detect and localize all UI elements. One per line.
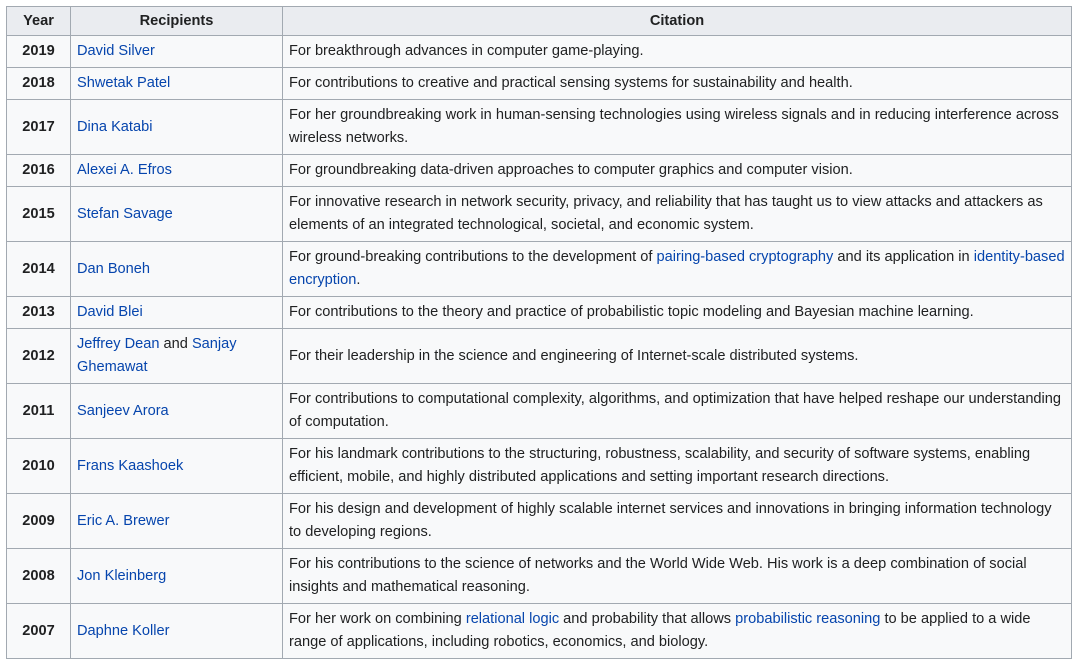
citation-text: For his landmark contributions to the structuring, robustness, scalability, and security of software systems, enabling efficient, mobile, and highly distributed applications and setting important research directions. [289, 446, 1031, 485]
year-cell: 2016 [7, 155, 71, 187]
recipient-link[interactable]: Stefan Savage [77, 205, 173, 222]
citation-text: and its application in [833, 249, 974, 265]
recipients-column-header: Recipients [71, 7, 283, 36]
recipient-link[interactable]: Frans Kaashoek [77, 457, 184, 474]
citation-text: For contributions to creative and practical sensing systems for sustainability and health. [289, 75, 853, 91]
citation-cell [283, 384, 1072, 439]
table-row [7, 494, 1072, 549]
citation-text: For groundbreaking data-driven approaches to computer graphics and computer vision. [289, 162, 853, 178]
citation-text: For their leadership in the science and engineering of Internet-scale distributed systems. [289, 347, 859, 364]
table-row [7, 155, 1072, 187]
recipient-link[interactable]: Sanjeev Arora [77, 402, 169, 419]
table-row [7, 297, 1072, 329]
citation-text: . [356, 272, 361, 288]
citation-cell [283, 439, 1072, 494]
citation-cell [283, 242, 1072, 297]
citation-text: For his contributions to the science of networks and the World Wide Web. His work is a deep combination of social insights and mathematical reasoning. [289, 556, 1027, 595]
recipients-cell [71, 155, 283, 187]
recipient-link[interactable]: Jeffrey Dean [77, 336, 160, 352]
recipient-link[interactable]: David Silver [77, 43, 155, 59]
recipients-cell [71, 549, 283, 604]
table-row [7, 439, 1072, 494]
year-cell: 2014 [7, 242, 71, 297]
table-row [7, 549, 1072, 604]
citation-text: For ground-breaking contributions to the development of [289, 249, 657, 265]
year-column-header: Year [7, 7, 71, 36]
citation-text: For her work on combining [289, 611, 466, 627]
table-row [7, 187, 1072, 242]
year-cell: 2013 [7, 297, 71, 329]
recipient-link[interactable]: Sanjay Ghemawat [77, 336, 237, 375]
table-row [7, 329, 1072, 384]
recipients-cell [71, 384, 283, 439]
table-row [7, 604, 1072, 659]
citation-link[interactable]: pairing-based cryptography [656, 249, 834, 265]
table-body [7, 36, 1072, 659]
citation-link[interactable]: probabilistic reasoning [735, 611, 881, 627]
table-row [7, 100, 1072, 155]
citation-cell [283, 68, 1072, 100]
year-cell: 2008 [7, 549, 71, 604]
citation-link[interactable]: identity-based encryption [289, 249, 1065, 288]
recipient-link[interactable]: Eric A. Brewer [77, 512, 170, 529]
recipients-cell [71, 494, 283, 549]
citation-cell [283, 187, 1072, 242]
table-row [7, 36, 1072, 68]
citation-cell [283, 100, 1072, 155]
citation-cell [283, 604, 1072, 659]
awards-table [6, 6, 1072, 659]
year-cell: 2010 [7, 439, 71, 494]
citation-cell [283, 329, 1072, 384]
table-row [7, 242, 1072, 297]
citation-cell [283, 155, 1072, 187]
recipient-link[interactable]: Shwetak Patel [77, 75, 171, 91]
citation-text: For his design and development of highly scalable internet services and innovations in bringing information technology to developing regions. [289, 501, 1052, 540]
recipient-link[interactable]: Dina Katabi [77, 118, 153, 135]
table-row [7, 384, 1072, 439]
year-cell: 2009 [7, 494, 71, 549]
recipients-cell [71, 604, 283, 659]
recipient-link[interactable]: Dan Boneh [77, 260, 151, 277]
recipients-cell [71, 36, 283, 68]
year-cell: 2019 [7, 36, 71, 68]
recipient-link[interactable]: Jon Kleinberg [77, 567, 167, 584]
year-cell: 2007 [7, 604, 71, 659]
recipient-link[interactable]: Daphne Koller [77, 622, 170, 639]
recipients-cell [71, 439, 283, 494]
citation-link[interactable]: relational logic [465, 611, 560, 627]
recipient-text: and [159, 336, 192, 352]
citation-text: For contributions to computational complexity, algorithms, and optimization that have helped reshape our understanding of computation. [289, 391, 1062, 430]
citation-cell [283, 549, 1072, 604]
recipient-link[interactable]: Alexei A. Efros [77, 162, 172, 178]
citation-text: to be applied to a wide range of applications, including robotics, economics, and biology. [289, 611, 1031, 650]
year-cell: 2011 [7, 384, 71, 439]
header-row [7, 7, 1072, 36]
recipients-cell [71, 187, 283, 242]
year-cell: 2012 [7, 329, 71, 384]
citation-cell [283, 297, 1072, 329]
recipients-cell [71, 68, 283, 100]
citation-cell [283, 494, 1072, 549]
table-row [7, 68, 1072, 100]
citation-cell [283, 36, 1072, 68]
citation-text: For her groundbreaking work in human-sensing technologies using wireless signals and in reducing interference across wireless networks. [289, 107, 1059, 146]
recipients-cell [71, 242, 283, 297]
citation-text: For innovative research in network security, privacy, and reliability that has taught us to view attacks and attackers as elements of an integrated technological, societal, and economic system. [289, 194, 1043, 233]
citation-text: For breakthrough advances in computer game-playing. [289, 43, 644, 59]
recipients-cell [71, 100, 283, 155]
recipients-cell [71, 329, 283, 384]
citation-text: and probability that allows [559, 611, 736, 627]
citation-column-header: Citation [283, 7, 1072, 36]
citation-text: For contributions to the theory and practice of probabilistic topic modeling and Bayesian machine learning. [289, 304, 974, 320]
year-cell: 2015 [7, 187, 71, 242]
recipients-cell [71, 297, 283, 329]
year-cell: 2017 [7, 100, 71, 155]
recipient-link[interactable]: David Blei [77, 304, 143, 320]
year-cell: 2018 [7, 68, 71, 100]
